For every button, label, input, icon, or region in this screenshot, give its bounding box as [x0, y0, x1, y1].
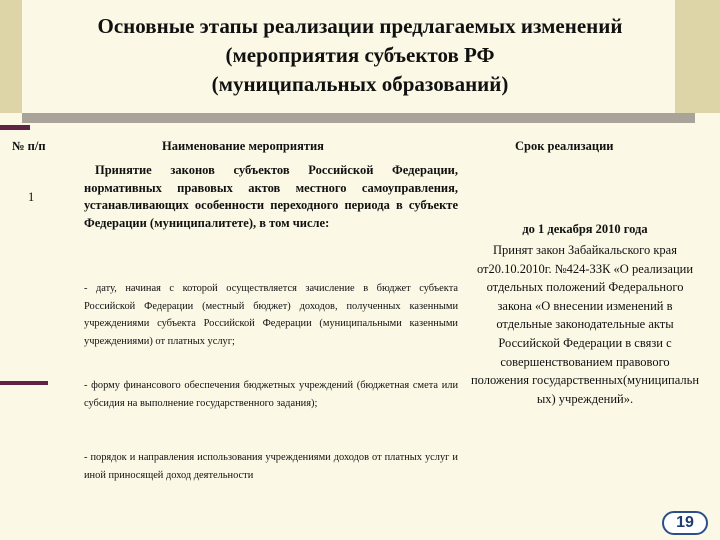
term-cell: [470, 220, 700, 408]
page-number-badge: 19: [662, 511, 708, 535]
decorative-band-left: [0, 0, 22, 113]
decorative-maroon-stripe-top: [0, 125, 30, 130]
decorative-gray-stripe: [22, 113, 695, 123]
title-line-3: (муниципальных образований): [211, 72, 509, 96]
decorative-band-right: [675, 0, 720, 113]
activity-cell: [84, 162, 458, 481]
title-line-2: (мероприятия субъектов РФ: [225, 43, 495, 67]
decorative-maroon-stripe-bottom: [0, 381, 48, 385]
activity-sub-item: - порядок и направления использования учреждениями доходов от платных услуг и иной приносящей доход деятельности: [84, 452, 458, 481]
title-line-1: Основные этапы реализации предлагаемых изменений: [97, 14, 623, 38]
header-term: Срок реализации: [515, 139, 614, 153]
activity-main-text: Принятие законов субъектов Российской Федерации, нормативных правовых актов местного самоуправления, устанавливающих особенности переходного периода в субъекте Федерации (муниципалитете), в том числе:: [84, 163, 458, 230]
term-deadline: до 1 декабря 2010 года: [522, 222, 648, 236]
header-activity-name: Наименование мероприятия: [162, 139, 324, 153]
activity-sub-item: - форму финансового обеспечения бюджетных учреждений (бюджетная смета или субсидия на выполнение государственного задания);: [84, 380, 458, 409]
slide-title: [40, 12, 680, 99]
term-detail: Принят закон Забайкальского края от20.10.2010г. №424-ЗЗК «О реализации отдельных положений Федерального закона «О внесении изменений в отдельные законодательные акты Российской Федерации в связи с совершенствованием правового положения государственных(муниципальн ых) учреждений».: [470, 243, 700, 406]
activity-sub-item: - дату, начиная с которой осуществляется зачисление в бюджет субъекта Российской Федерации (местный бюджет) доходов, полученных казенными учреждениями субъекта Российской Федерации (муниципальными казенными учреждениями) от платных услуг;: [84, 283, 458, 347]
row-number: 1: [28, 190, 35, 204]
header-number: № п/п: [12, 139, 46, 153]
